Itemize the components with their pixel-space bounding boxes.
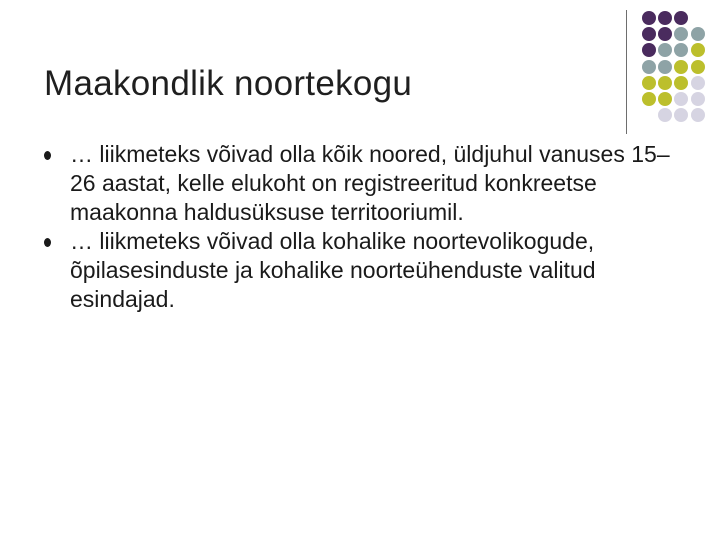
- decorative-dot: [674, 92, 688, 106]
- decorative-dot: [642, 60, 656, 74]
- decorative-dot: [691, 43, 705, 57]
- decorative-dot: [691, 108, 705, 122]
- decorative-dot: [658, 43, 672, 57]
- decorative-dot: [658, 27, 672, 41]
- bullet-text: … liikmeteks võivad olla kohalike noortevolikogude, õpilasesinduste ja kohalike noorteühenduste valitud esindajad.: [70, 228, 596, 312]
- decorative-dot: [658, 108, 672, 122]
- decorative-dot: [674, 43, 688, 57]
- decorative-dot: [674, 60, 688, 74]
- bullet-item: [44, 140, 694, 227]
- decorative-dot: [642, 92, 656, 106]
- bullet-text: … liikmeteks võivad olla kõik noored, üldjuhul vanuses 15–26 aastat, kelle elukoht on registreeritud konkreetse maakonna haldusüksuse territooriumil.: [70, 141, 670, 225]
- decorative-dot: [658, 92, 672, 106]
- decorative-dot: [642, 76, 656, 90]
- decorative-dot: [691, 92, 705, 106]
- decorative-dot: [642, 27, 656, 41]
- decorative-dot: [674, 27, 688, 41]
- decorative-dot: [691, 60, 705, 74]
- bullet-dot-icon: [44, 151, 51, 160]
- divider-line: [626, 10, 627, 134]
- decorative-dot: [691, 27, 705, 41]
- bullet-dot-icon: [44, 238, 51, 247]
- decorative-dot: [674, 76, 688, 90]
- decorative-dot: [642, 43, 656, 57]
- slide-title: Maakondlik noortekogu: [44, 64, 413, 103]
- decorative-dot: [674, 11, 688, 25]
- decorative-dot: [691, 76, 705, 90]
- decorative-dot: [658, 11, 672, 25]
- bullet-list: [44, 140, 694, 314]
- decorative-dot: [674, 108, 688, 122]
- decorative-dot: [642, 11, 656, 25]
- decorative-dot: [658, 76, 672, 90]
- bullet-item: [44, 227, 694, 314]
- decorative-dot: [658, 60, 672, 74]
